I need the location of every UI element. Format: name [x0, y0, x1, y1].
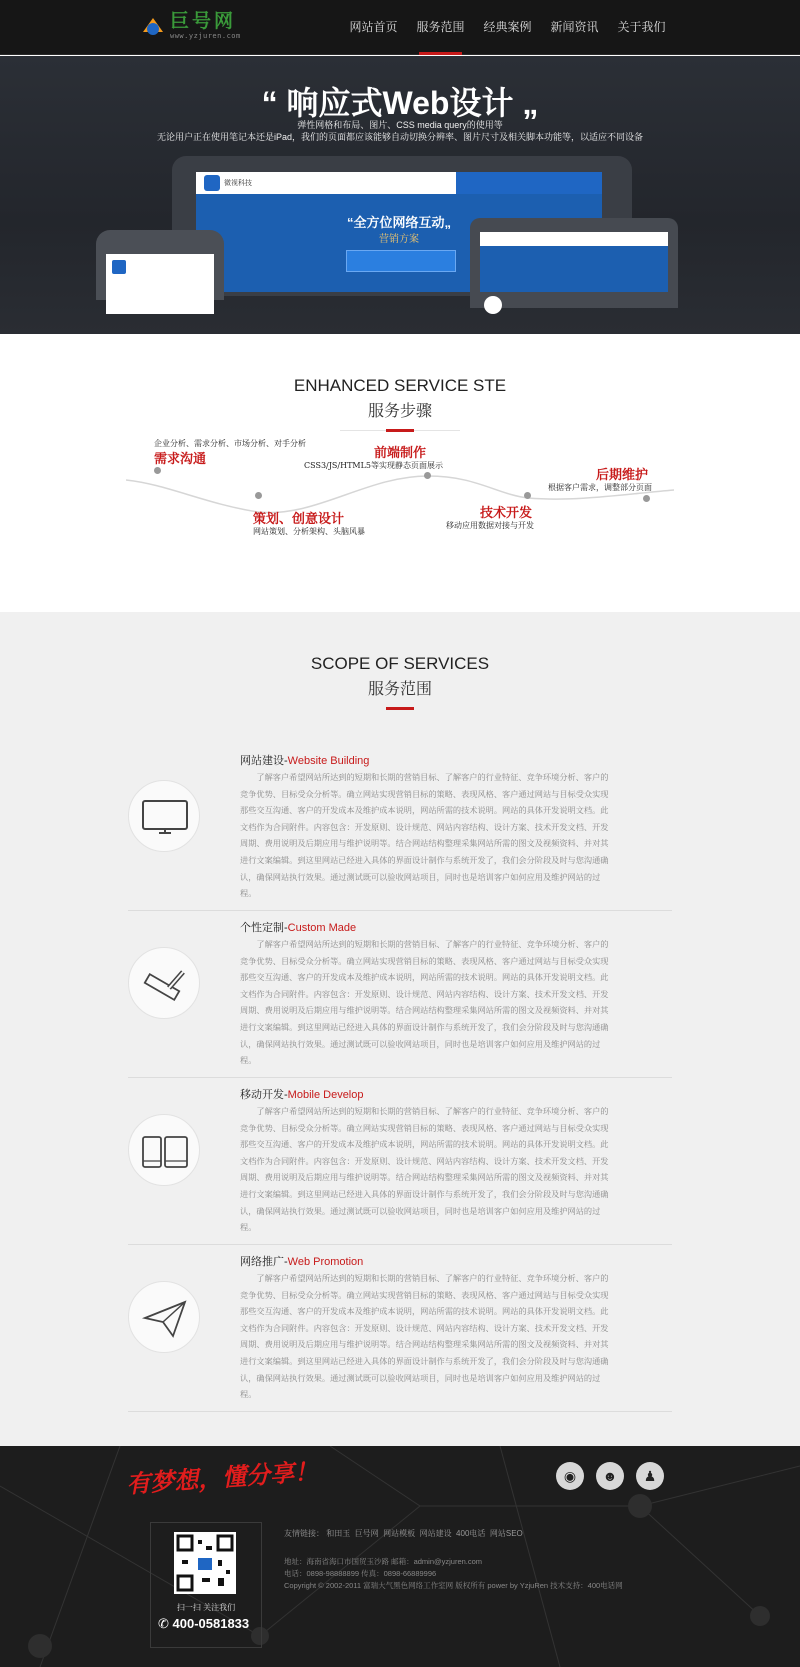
service-title — [240, 1086, 364, 1102]
steps-title-en: ENHANCED SERVICE STE — [293, 376, 507, 395]
friend-link[interactable]: 400电话 — [456, 1529, 486, 1538]
service-title-en: Web Promotion — [287, 1256, 364, 1268]
service-description: 了解客户希望网站所达到的短期和长期的营销目标、了解客户的行业特征、竞争环境分析、客户的竞争优势、目标受众分析等。确立网站实现营销目标的策略、表现风格、客户通过网站与目标受众实现那些交互沟通、客户的开发成本及维护成本说明，网站所需的技术说明。网站的具体开发说明文档。此文档作为合同附件。内容包含：开发原则、设计规范、网站内容结构、设计方案、技术开发文档、开发周期、费用说明及后期应用与维护说明等。结合网站结构整理采集网站所需的图文及视频资料、并对其进行文案编辑。到这里网站已经进入具体的界面设计制作与系统开发了，我们会分阶段及时与您沟通确认，确保网站执行效果。通过测试既可以验收网站项目，同时也是培训客户如何应用及维护网站的过程。 — [240, 1107, 609, 1233]
nav-item-services[interactable]: 服务范围 — [407, 0, 474, 55]
scope-title-underline — [386, 707, 414, 710]
footer — [0, 1446, 800, 1667]
service-title-en: Custom Made — [287, 922, 357, 934]
friend-link[interactable]: 网站建设 — [419, 1529, 452, 1538]
user-icon[interactable]: ♟ — [636, 1462, 664, 1490]
step-dot — [524, 492, 531, 499]
service-title-cn: 网络推广- — [240, 1256, 288, 1268]
step-2-title: 策划、创意设计 — [253, 512, 345, 527]
qr-code — [174, 1532, 236, 1594]
qq-icon[interactable]: ☻ — [596, 1462, 624, 1490]
ruler-pencil-icon — [128, 947, 200, 1019]
scope-of-services-section — [0, 612, 800, 1446]
mock-site-logo — [204, 175, 220, 191]
footer-copyright: Copyright © 2002-2011 富瑞大气黑色网络工作室网 版权所有 power by YzjuRen 技术支持：400电话网 — [284, 1581, 623, 1590]
steps-title-cn: 服务步骤 — [367, 401, 432, 420]
logo-url: www.yzjuren.com — [170, 32, 241, 40]
mock-site-nav-links — [456, 172, 602, 194]
service-title-cn: 移动开发- — [240, 1089, 288, 1101]
service-title — [240, 1253, 363, 1269]
steps-title-underline — [386, 429, 414, 432]
step-dot — [154, 467, 161, 474]
service-description: 了解客户希望网站所达到的短期和长期的营销目标、了解客户的行业特征、竞争环境分析、客户的竞争优势、目标受众分析等。确立网站实现营销目标的策略、表现风格、客户通过网站与目标受众实现那些交互沟通、客户的开发成本及维护成本说明，网站所需的技术说明。网站的具体开发说明文档。此文档作为合同附件。内容包含：开发原则、设计规范、网站内容结构、设计方案、技术开发文档、开发周期、费用说明及后期应用与维护说明等。结合网站结构整理采集网站所需的图文及视频资料、并对其进行文案编辑。到这里网站已经进入具体的界面设计制作与系统开发了，我们会分阶段及时与您沟通确认，确保网站执行效果。通过测试既可以验收网站项目，同时也是培训客户如何应用及维护网站的过程。 — [240, 773, 609, 899]
friend-link[interactable]: 和田玉 — [326, 1529, 351, 1538]
step-5-desc: 根据客户需求，调整部分页面 — [548, 483, 652, 492]
step-1-title: 需求沟通 — [154, 452, 207, 467]
site-logo[interactable] — [140, 12, 241, 42]
mock-headline: “全方位网络互动„ — [346, 215, 451, 230]
nav-item-about[interactable]: 关于我们 — [617, 20, 666, 34]
main-nav — [340, 0, 675, 55]
friend-links-label: 友情链接： — [284, 1529, 324, 1538]
logo-mark-icon — [140, 12, 166, 38]
friend-link[interactable]: 巨号网 — [354, 1529, 379, 1538]
mock-tablet-logo — [484, 296, 502, 314]
step-1-desc: 企业分析、需求分析、市场分析、对手分析 — [154, 439, 306, 448]
tablet-navbar — [480, 232, 668, 246]
service-item-website — [128, 744, 672, 911]
service-title-cn: 个性定制- — [240, 922, 288, 934]
scope-title-cn: 服务范围 — [367, 679, 432, 698]
nav-item-news[interactable]: 新闻资讯 — [550, 20, 599, 34]
service-item-custom — [128, 911, 672, 1078]
service-steps-section — [0, 334, 800, 612]
footer-slogan: 有梦想，懂分享！ — [125, 1456, 319, 1499]
mock-banner-card — [346, 250, 456, 272]
step-dot — [643, 495, 650, 502]
service-item-promotion — [128, 1245, 672, 1412]
service-title-cn: 网站建设- — [240, 755, 288, 767]
friend-link[interactable]: 网站模板 — [383, 1529, 416, 1538]
service-description: 了解客户希望网站所达到的短期和长期的营销目标、了解客户的行业特征、竞争环境分析、客户的竞争优势、目标受众分析等。确立网站实现营销目标的策略、表现风格、客户通过网站与目标受众实现那些交互沟通、客户的开发成本及维护成本说明，网站所需的技术说明。网站的具体开发说明文档。此文档作为合同附件。内容包含：开发原则、设计规范、网站内容结构、设计方案、技术开发文档、开发周期、费用说明及后期应用与维护说明等。结合网站结构整理采集网站所需的图文及视频资料、并对其进行文案编辑。到这里网站已经进入具体的界面设计制作与系统开发了，我们会分阶段及时与您沟通确认，确保网站执行效果。通过测试既可以验收网站项目，同时也是培训客户如何应用及维护网站的过程。 — [240, 940, 609, 1066]
step-2-desc: 网站策划、分析架构、头脑风暴 — [253, 527, 365, 536]
hero-description: 无论用户正在使用笔记本还是iPad，我们的页面都应该能够自动切换分辨率、图片尺寸及相关脚本功能等，以适应不同设备 — [156, 132, 644, 142]
mock-subline: 营销方案 — [379, 234, 419, 245]
steps-wave-line — [126, 464, 674, 534]
paper-plane-icon — [128, 1281, 200, 1353]
step-5-title: 后期维护 — [596, 468, 649, 483]
step-3-title: 前端制作 — [374, 446, 427, 461]
friend-links — [284, 1528, 523, 1539]
service-title — [240, 919, 356, 935]
nav-item-cases[interactable]: 经典案例 — [483, 20, 532, 34]
qr-caption: 扫一扫 关注我们 — [176, 1603, 236, 1612]
service-title — [240, 752, 369, 768]
hotline-number: 400-0581833 — [172, 1616, 250, 1631]
hotline — [158, 1616, 249, 1632]
scope-title-en: SCOPE OF SERVICES — [310, 654, 490, 673]
step-dot — [424, 472, 431, 479]
step-3-desc: CSS3/JS/HTML5等实现静态页面展示 — [304, 461, 444, 470]
mock-site-brand: 微视科技 — [224, 180, 252, 187]
weibo-icon[interactable]: ◉ — [556, 1462, 584, 1490]
footer-tel: 电话：0898-98888899 传真：0898-66889996 — [284, 1569, 437, 1578]
footer-address: 地址：海南省海口市国贸玉沙路 邮箱：admin@yzjuren.com — [284, 1557, 483, 1566]
friend-link[interactable]: 网站SEO — [489, 1529, 523, 1538]
service-title-en: Website Building — [287, 755, 370, 767]
monitor-icon — [128, 780, 200, 852]
service-item-mobile — [128, 1078, 672, 1245]
phone-screen — [106, 254, 214, 314]
logo-name: 巨号网 — [170, 11, 237, 32]
hero-subtitle: 弹性网格和布局、图片、CSS media query的使用等 — [297, 120, 503, 130]
service-title-en: Mobile Develop — [287, 1089, 364, 1101]
top-navbar — [0, 0, 800, 55]
tablets-icon — [128, 1114, 200, 1186]
service-description: 了解客户希望网站所达到的短期和长期的营销目标、了解客户的行业特征、竞争环境分析、客户的竞争优势、目标受众分析等。确立网站实现营销目标的策略、表现风格、客户通过网站与目标受众实现那些交互沟通、客户的开发成本及维护成本说明，网站所需的技术说明。网站的具体开发说明文档。此文档作为合同附件。内容包含：开发原则、设计规范、网站内容结构、设计方案、技术开发文档、开发周期、费用说明及后期应用与维护说明等。结合网站结构整理采集网站所需的图文及视频资料、并对其进行文案编辑。到这里网站已经进入具体的界面设计制作与系统开发了，我们会分阶段及时与您沟通确认，确保网站执行效果。通过测试既可以验收网站项目，同时也是培训客户如何应用及维护网站的过程。 — [240, 1274, 609, 1400]
step-dot — [255, 492, 262, 499]
hero-title: “ 响应式Web设计 „ — [261, 85, 539, 121]
step-4-desc: 移动应用数据对接与开发 — [446, 521, 534, 530]
step-4-title: 技术开发 — [480, 506, 533, 521]
mock-phone-logo — [112, 260, 126, 274]
nav-item-home[interactable]: 网站首页 — [349, 20, 398, 34]
phone-icon: ✆ — [158, 1616, 173, 1631]
